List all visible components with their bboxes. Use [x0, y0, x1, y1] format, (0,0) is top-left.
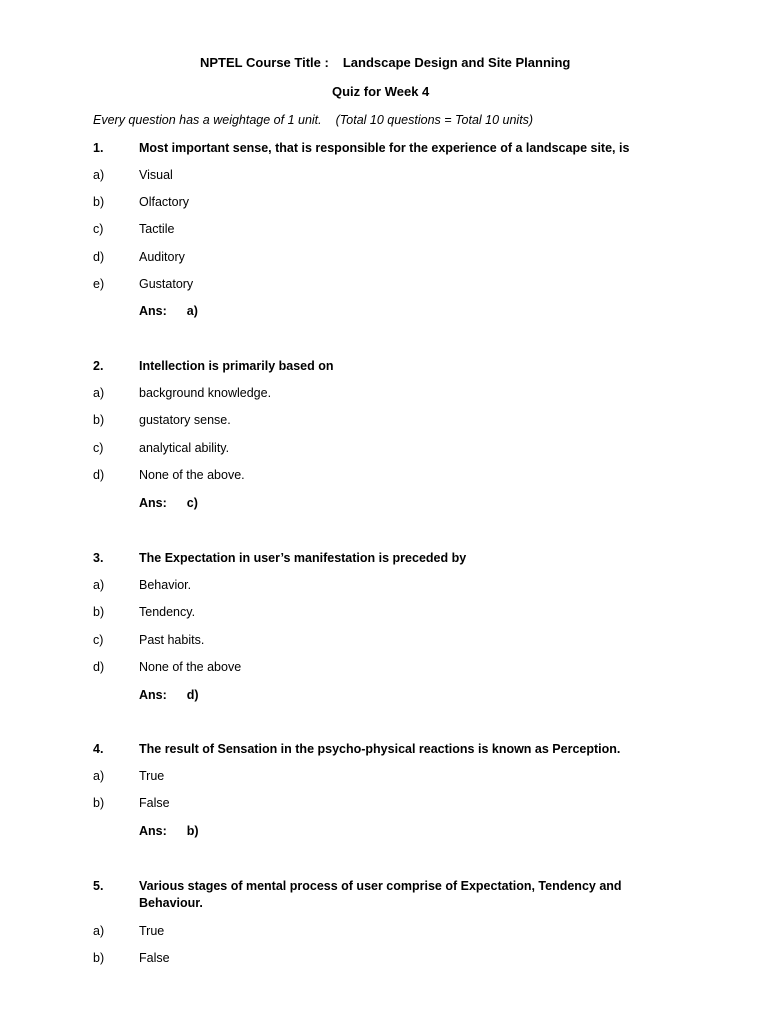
question-number: 1. [93, 141, 104, 155]
answer-label: Ans: [139, 824, 167, 838]
option-text: Tendency. [139, 605, 196, 619]
option-label: b) [93, 951, 105, 965]
answer-value: b) [186, 824, 199, 838]
option-text: False [139, 951, 170, 965]
option-label: d) [93, 250, 105, 264]
option-label: a) [93, 168, 105, 182]
question-number: 5. [93, 879, 104, 893]
option-text: Auditory [139, 250, 185, 264]
total-text: (Total 10 questions = Total 10 units) [335, 113, 534, 127]
option-label: a) [93, 386, 105, 400]
option-label: d) [93, 660, 105, 674]
option-label: a) [93, 924, 105, 938]
course-title-prefix: NPTEL Course Title : [200, 55, 329, 70]
quiz-title: Quiz for Week 4 [332, 84, 430, 99]
answer-value: d) [186, 688, 199, 702]
option-label: b) [93, 413, 105, 427]
answer-value: c) [186, 496, 198, 510]
option-text: gustatory sense. [139, 413, 231, 427]
question-text: Intellection is primarily based on [139, 359, 334, 373]
option-text: None of the above [139, 660, 242, 674]
question-text: Most important sense, that is responsible for the experience of a landscape site, is [139, 141, 630, 155]
option-label: c) [93, 222, 104, 236]
option-text: Gustatory [139, 277, 194, 291]
answer-line [139, 303, 198, 319]
option-text: Behavior. [139, 578, 192, 592]
answer-value: a) [186, 304, 198, 318]
question-text: Various stages of mental process of user comprise of Expectation, Tendency and Behaviour. [139, 879, 622, 910]
answer-label: Ans: [139, 496, 167, 510]
option-label: c) [93, 441, 104, 455]
answer-line [139, 823, 199, 839]
course-title: Landscape Design and Site Planning [342, 55, 571, 70]
option-text: analytical ability. [139, 441, 230, 455]
option-label: b) [93, 605, 105, 619]
option-label: a) [93, 769, 105, 783]
answer-line [139, 687, 199, 703]
option-text: Olfactory [139, 195, 190, 209]
answer-label: Ans: [139, 304, 167, 318]
option-label: a) [93, 578, 105, 592]
course-title-line [200, 55, 570, 71]
option-text: None of the above. [139, 468, 245, 482]
option-text: True [139, 924, 165, 938]
question-number: 2. [93, 359, 104, 373]
weightage-text: Every question has a weightage of 1 unit. [93, 113, 322, 127]
option-text: True [139, 769, 165, 783]
question-text: The result of Sensation in the psycho-physical reactions is known as Perception. [139, 742, 621, 756]
option-text: Past habits. [139, 633, 205, 647]
question-text: The Expectation in user’s manifestation is preceded by [139, 551, 467, 565]
option-label: b) [93, 195, 105, 209]
option-text: Tactile [139, 222, 175, 236]
question-number: 3. [93, 551, 104, 565]
option-label: b) [93, 796, 105, 810]
answer-label: Ans: [139, 688, 167, 702]
option-text: Visual [139, 168, 173, 182]
weightage-note [93, 112, 533, 128]
question-number: 4. [93, 742, 104, 756]
option-text: False [139, 796, 170, 810]
option-label: c) [93, 633, 104, 647]
option-label: e) [93, 277, 105, 291]
option-text: background knowledge. [139, 386, 272, 400]
option-label: d) [93, 468, 105, 482]
answer-line [139, 495, 198, 511]
